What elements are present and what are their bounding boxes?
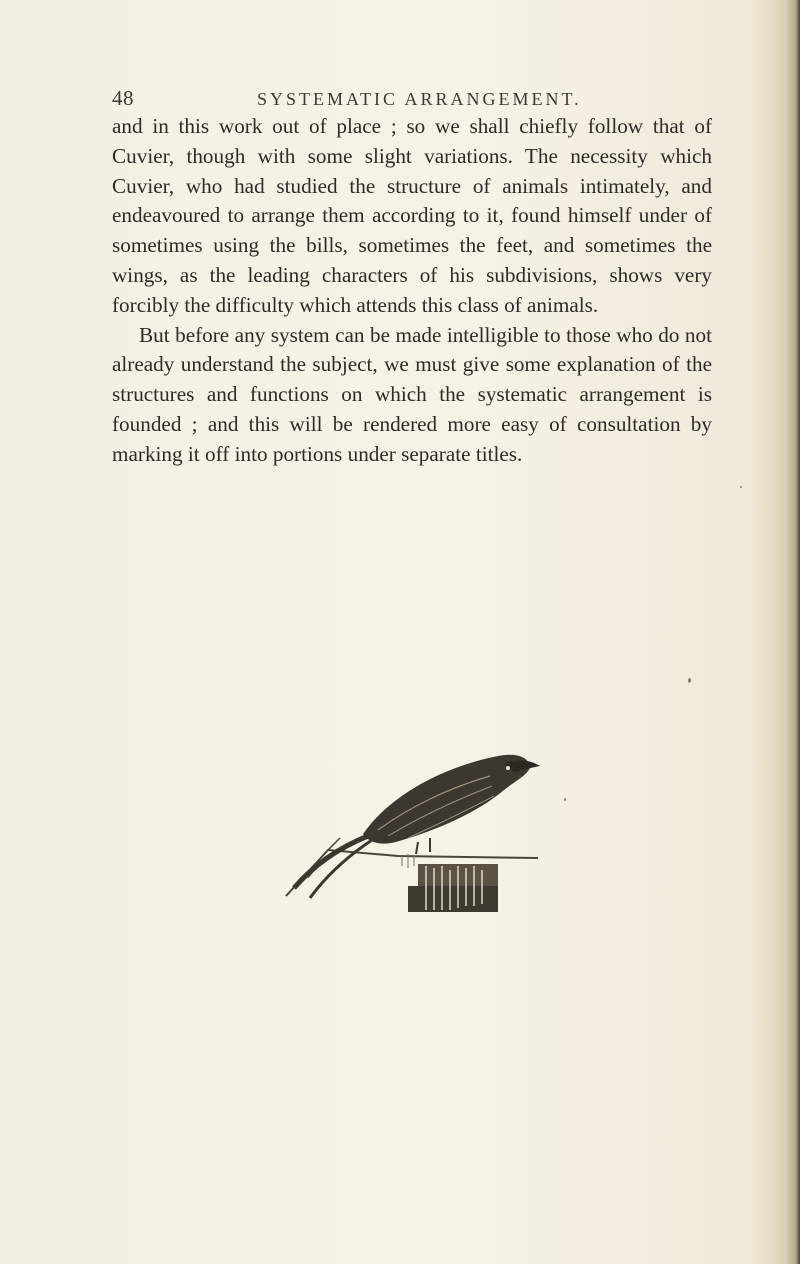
branch-illustration [286,838,538,912]
paragraph: But before any system can be made intelligible to those who do not already understand the subject, we must give some explanation of the structures and functions on which the systematic arrangement is founded ; and this will be rendered more easy of consultation by marking it off into portions under separate titles. [112,322,712,466]
bird-illustration [294,755,540,898]
paragraph-continued: and in this work out of place ; so we shall chiefly follow that of Cuvier, though with some slight variations. The necessity which Cuvier, who had studied the structure of animals intimately, and endeavoured to arrange them according to it, found himself under of sometimes using the bills, sometimes the feet, and sometimes the wings, as the leading characters of his subdivisions, shows very forcibly the difficulty which attends this class of animals. [112,114,712,317]
bird-engraving-icon [268,738,548,918]
body-text [112,112,712,470]
running-title: SYSTEMATIC ARRANGEMENT. [257,89,582,109]
page-number: 48 [112,86,134,110]
spine-shadow [786,0,800,1264]
